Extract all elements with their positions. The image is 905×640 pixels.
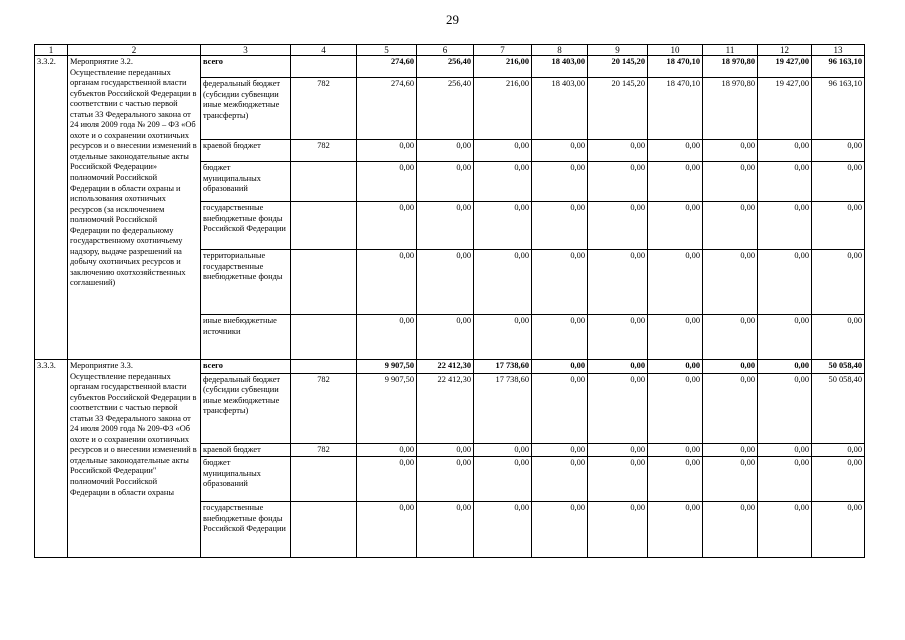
- amount-cell: 0,00: [703, 360, 758, 374]
- amount-cell: 0,00: [703, 457, 758, 502]
- amount-cell: 0,00: [588, 202, 648, 250]
- amount-cell: 0,00: [812, 443, 865, 457]
- budget-code: 782: [291, 140, 357, 162]
- amount-cell: 0,00: [758, 360, 812, 374]
- amount-cell: 0,00: [703, 202, 758, 250]
- amount-cell: 18 470,10: [648, 56, 703, 78]
- amount-cell: 0,00: [532, 250, 588, 315]
- amount-cell: 216,00: [474, 78, 532, 140]
- amount-cell: 0,00: [758, 140, 812, 162]
- amount-cell: 0,00: [474, 443, 532, 457]
- funding-source: всего: [201, 360, 291, 374]
- column-number: 11: [703, 45, 758, 56]
- amount-cell: 0,00: [588, 315, 648, 360]
- budget-code: [291, 250, 357, 315]
- amount-cell: 0,00: [357, 443, 417, 457]
- amount-cell: 0,00: [588, 250, 648, 315]
- amount-cell: 0,00: [758, 373, 812, 443]
- budget-code: 782: [291, 373, 357, 443]
- amount-cell: 0,00: [648, 315, 703, 360]
- event-description: Мероприятие 3.3. Осуществление переданных органам государственной власти субъектов Российской Федерации в соответствии с частью первой статьи 33 Федерального закона от 24 июля 2009 года № 209-ФЗ «Об охоте и о сохранении охотничьих ресурсов и о внесении изменений в отдельные законодательные акты Российской Федерации" полномочий Российской Федерации в области охраны: [68, 360, 201, 558]
- amount-cell: 20 145,20: [588, 56, 648, 78]
- funding-source: всего: [201, 56, 291, 78]
- budget-code: [291, 457, 357, 502]
- amount-cell: 0,00: [703, 502, 758, 558]
- table-row: [35, 360, 865, 374]
- budget-code: [291, 360, 357, 374]
- amount-cell: 9 907,50: [357, 360, 417, 374]
- amount-cell: 0,00: [357, 315, 417, 360]
- amount-cell: 0,00: [357, 202, 417, 250]
- amount-cell: 0,00: [532, 360, 588, 374]
- amount-cell: 0,00: [532, 502, 588, 558]
- amount-cell: 0,00: [417, 140, 474, 162]
- amount-cell: 256,40: [417, 78, 474, 140]
- amount-cell: 0,00: [357, 250, 417, 315]
- amount-cell: 0,00: [588, 443, 648, 457]
- amount-cell: 0,00: [812, 162, 865, 202]
- amount-cell: 0,00: [758, 443, 812, 457]
- amount-cell: 96 163,10: [812, 78, 865, 140]
- funding-source: краевой бюджет: [201, 443, 291, 457]
- amount-cell: 19 427,00: [758, 56, 812, 78]
- funding-source: иные внебюджетные источники: [201, 315, 291, 360]
- column-number: 2: [68, 45, 201, 56]
- amount-cell: 0,00: [532, 202, 588, 250]
- amount-cell: 0,00: [588, 140, 648, 162]
- amount-cell: 0,00: [357, 140, 417, 162]
- amount-cell: 22 412,30: [417, 373, 474, 443]
- amount-cell: 0,00: [758, 502, 812, 558]
- amount-cell: 0,00: [474, 457, 532, 502]
- budget-code: [291, 502, 357, 558]
- amount-cell: 0,00: [588, 502, 648, 558]
- amount-cell: 0,00: [648, 457, 703, 502]
- amount-cell: 0,00: [474, 162, 532, 202]
- event-id: 3.3.3.: [35, 360, 68, 558]
- funding-source: федеральный бюджет (субсидии субвенции иные межбюджетные трансферты): [201, 373, 291, 443]
- amount-cell: 19 427,00: [758, 78, 812, 140]
- amount-cell: 0,00: [474, 202, 532, 250]
- amount-cell: 0,00: [703, 373, 758, 443]
- budget-code: [291, 162, 357, 202]
- funding-source: федеральный бюджет (субсидии субвенции иные межбюджетные трансферты): [201, 78, 291, 140]
- funding-source: бюджет муниципальных образований: [201, 162, 291, 202]
- amount-cell: 0,00: [588, 360, 648, 374]
- amount-cell: 0,00: [357, 457, 417, 502]
- amount-cell: 0,00: [474, 315, 532, 360]
- amount-cell: 0,00: [532, 140, 588, 162]
- amount-cell: 0,00: [648, 373, 703, 443]
- column-number: 10: [648, 45, 703, 56]
- amount-cell: 0,00: [648, 162, 703, 202]
- amount-cell: 0,00: [474, 502, 532, 558]
- column-number: 13: [812, 45, 865, 56]
- budget-code: [291, 202, 357, 250]
- amount-cell: 96 163,10: [812, 56, 865, 78]
- amount-cell: 0,00: [758, 457, 812, 502]
- amount-cell: 20 145,20: [588, 78, 648, 140]
- amount-cell: 0,00: [532, 373, 588, 443]
- amount-cell: 0,00: [812, 202, 865, 250]
- amount-cell: 0,00: [648, 202, 703, 250]
- amount-cell: 0,00: [417, 250, 474, 315]
- amount-cell: 0,00: [532, 443, 588, 457]
- amount-cell: 0,00: [417, 202, 474, 250]
- amount-cell: 0,00: [648, 502, 703, 558]
- amount-cell: 0,00: [648, 140, 703, 162]
- column-number: 12: [758, 45, 812, 56]
- amount-cell: 0,00: [357, 162, 417, 202]
- amount-cell: 0,00: [703, 315, 758, 360]
- funding-source: территориальные государственные внебюджетные фонды: [201, 250, 291, 315]
- amount-cell: 0,00: [812, 502, 865, 558]
- amount-cell: 18 970,80: [703, 56, 758, 78]
- amount-cell: 274,60: [357, 78, 417, 140]
- amount-cell: 0,00: [703, 443, 758, 457]
- amount-cell: 0,00: [588, 373, 648, 443]
- amount-cell: 0,00: [417, 457, 474, 502]
- amount-cell: 0,00: [417, 315, 474, 360]
- funding-source: государственные внебюджетные фонды Российской Федерации: [201, 502, 291, 558]
- column-number: 9: [588, 45, 648, 56]
- column-number-row: [35, 45, 865, 56]
- funding-source: краевой бюджет: [201, 140, 291, 162]
- amount-cell: 0,00: [588, 162, 648, 202]
- amount-cell: 0,00: [812, 250, 865, 315]
- amount-cell: 0,00: [648, 443, 703, 457]
- amount-cell: 0,00: [474, 250, 532, 315]
- amount-cell: 18 470,10: [648, 78, 703, 140]
- amount-cell: 22 412,30: [417, 360, 474, 374]
- amount-cell: 18 403,00: [532, 56, 588, 78]
- amount-cell: 0,00: [588, 457, 648, 502]
- amount-cell: 256,40: [417, 56, 474, 78]
- page-number: 29: [446, 12, 459, 27]
- amount-cell: 0,00: [357, 502, 417, 558]
- amount-cell: 50 058,40: [812, 360, 865, 374]
- column-number: 5: [357, 45, 417, 56]
- amount-cell: 0,00: [417, 162, 474, 202]
- amount-cell: 0,00: [703, 162, 758, 202]
- budget-code: [291, 56, 357, 78]
- amount-cell: 18 970,80: [703, 78, 758, 140]
- amount-cell: 0,00: [648, 360, 703, 374]
- amount-cell: 0,00: [812, 140, 865, 162]
- amount-cell: 0,00: [532, 315, 588, 360]
- column-number: 4: [291, 45, 357, 56]
- amount-cell: 17 738,60: [474, 373, 532, 443]
- amount-cell: 18 403,00: [532, 78, 588, 140]
- amount-cell: 0,00: [532, 162, 588, 202]
- amount-cell: 9 907,50: [357, 373, 417, 443]
- column-number: 1: [35, 45, 68, 56]
- event-id: 3.3.2.: [35, 56, 68, 360]
- amount-cell: 0,00: [758, 315, 812, 360]
- budget-code: 782: [291, 443, 357, 457]
- amount-cell: 274,60: [357, 56, 417, 78]
- funding-source: государственные внебюджетные фонды Российской Федерации: [201, 202, 291, 250]
- amount-cell: 0,00: [532, 457, 588, 502]
- amount-cell: 0,00: [703, 140, 758, 162]
- event-description: Мероприятие 3.2. Осуществление переданных органам государственной власти субъектов Российской Федерации в соответствии с частью первой статьи 33 Федерального закона от 24 июля 2009 года № 209 – ФЗ «Об охоте и о сохранении охотничьих ресурсов и о внесении изменений в отдельные законодательные акты Российской Федерации» полномочий Российской Федерации в области охраны и использования охотничьих ресурсов (за исключением полномочий Российской Федерации по федеральному государственному охотничьему надзору, выдаче разрешений на добычу охотничьих ресурсов и заключению охотхозяйственных соглашений): [68, 56, 201, 360]
- amount-cell: 0,00: [417, 502, 474, 558]
- column-number: 8: [532, 45, 588, 56]
- column-number: 3: [201, 45, 291, 56]
- amount-cell: 0,00: [648, 250, 703, 315]
- amount-cell: 0,00: [758, 202, 812, 250]
- budget-code: [291, 315, 357, 360]
- amount-cell: 0,00: [703, 250, 758, 315]
- table-row: [35, 56, 865, 78]
- amount-cell: 50 058,40: [812, 373, 865, 443]
- funding-source: бюджет муниципальных образований: [201, 457, 291, 502]
- amount-cell: 0,00: [417, 443, 474, 457]
- amount-cell: 0,00: [758, 250, 812, 315]
- amount-cell: 0,00: [812, 315, 865, 360]
- column-number: 6: [417, 45, 474, 56]
- column-number: 7: [474, 45, 532, 56]
- amount-cell: 17 738,60: [474, 360, 532, 374]
- budget-code: 782: [291, 78, 357, 140]
- amount-cell: 0,00: [812, 457, 865, 502]
- budget-table: [34, 44, 865, 558]
- amount-cell: 0,00: [758, 162, 812, 202]
- amount-cell: 0,00: [474, 140, 532, 162]
- table-body: [35, 45, 865, 558]
- amount-cell: 216,00: [474, 56, 532, 78]
